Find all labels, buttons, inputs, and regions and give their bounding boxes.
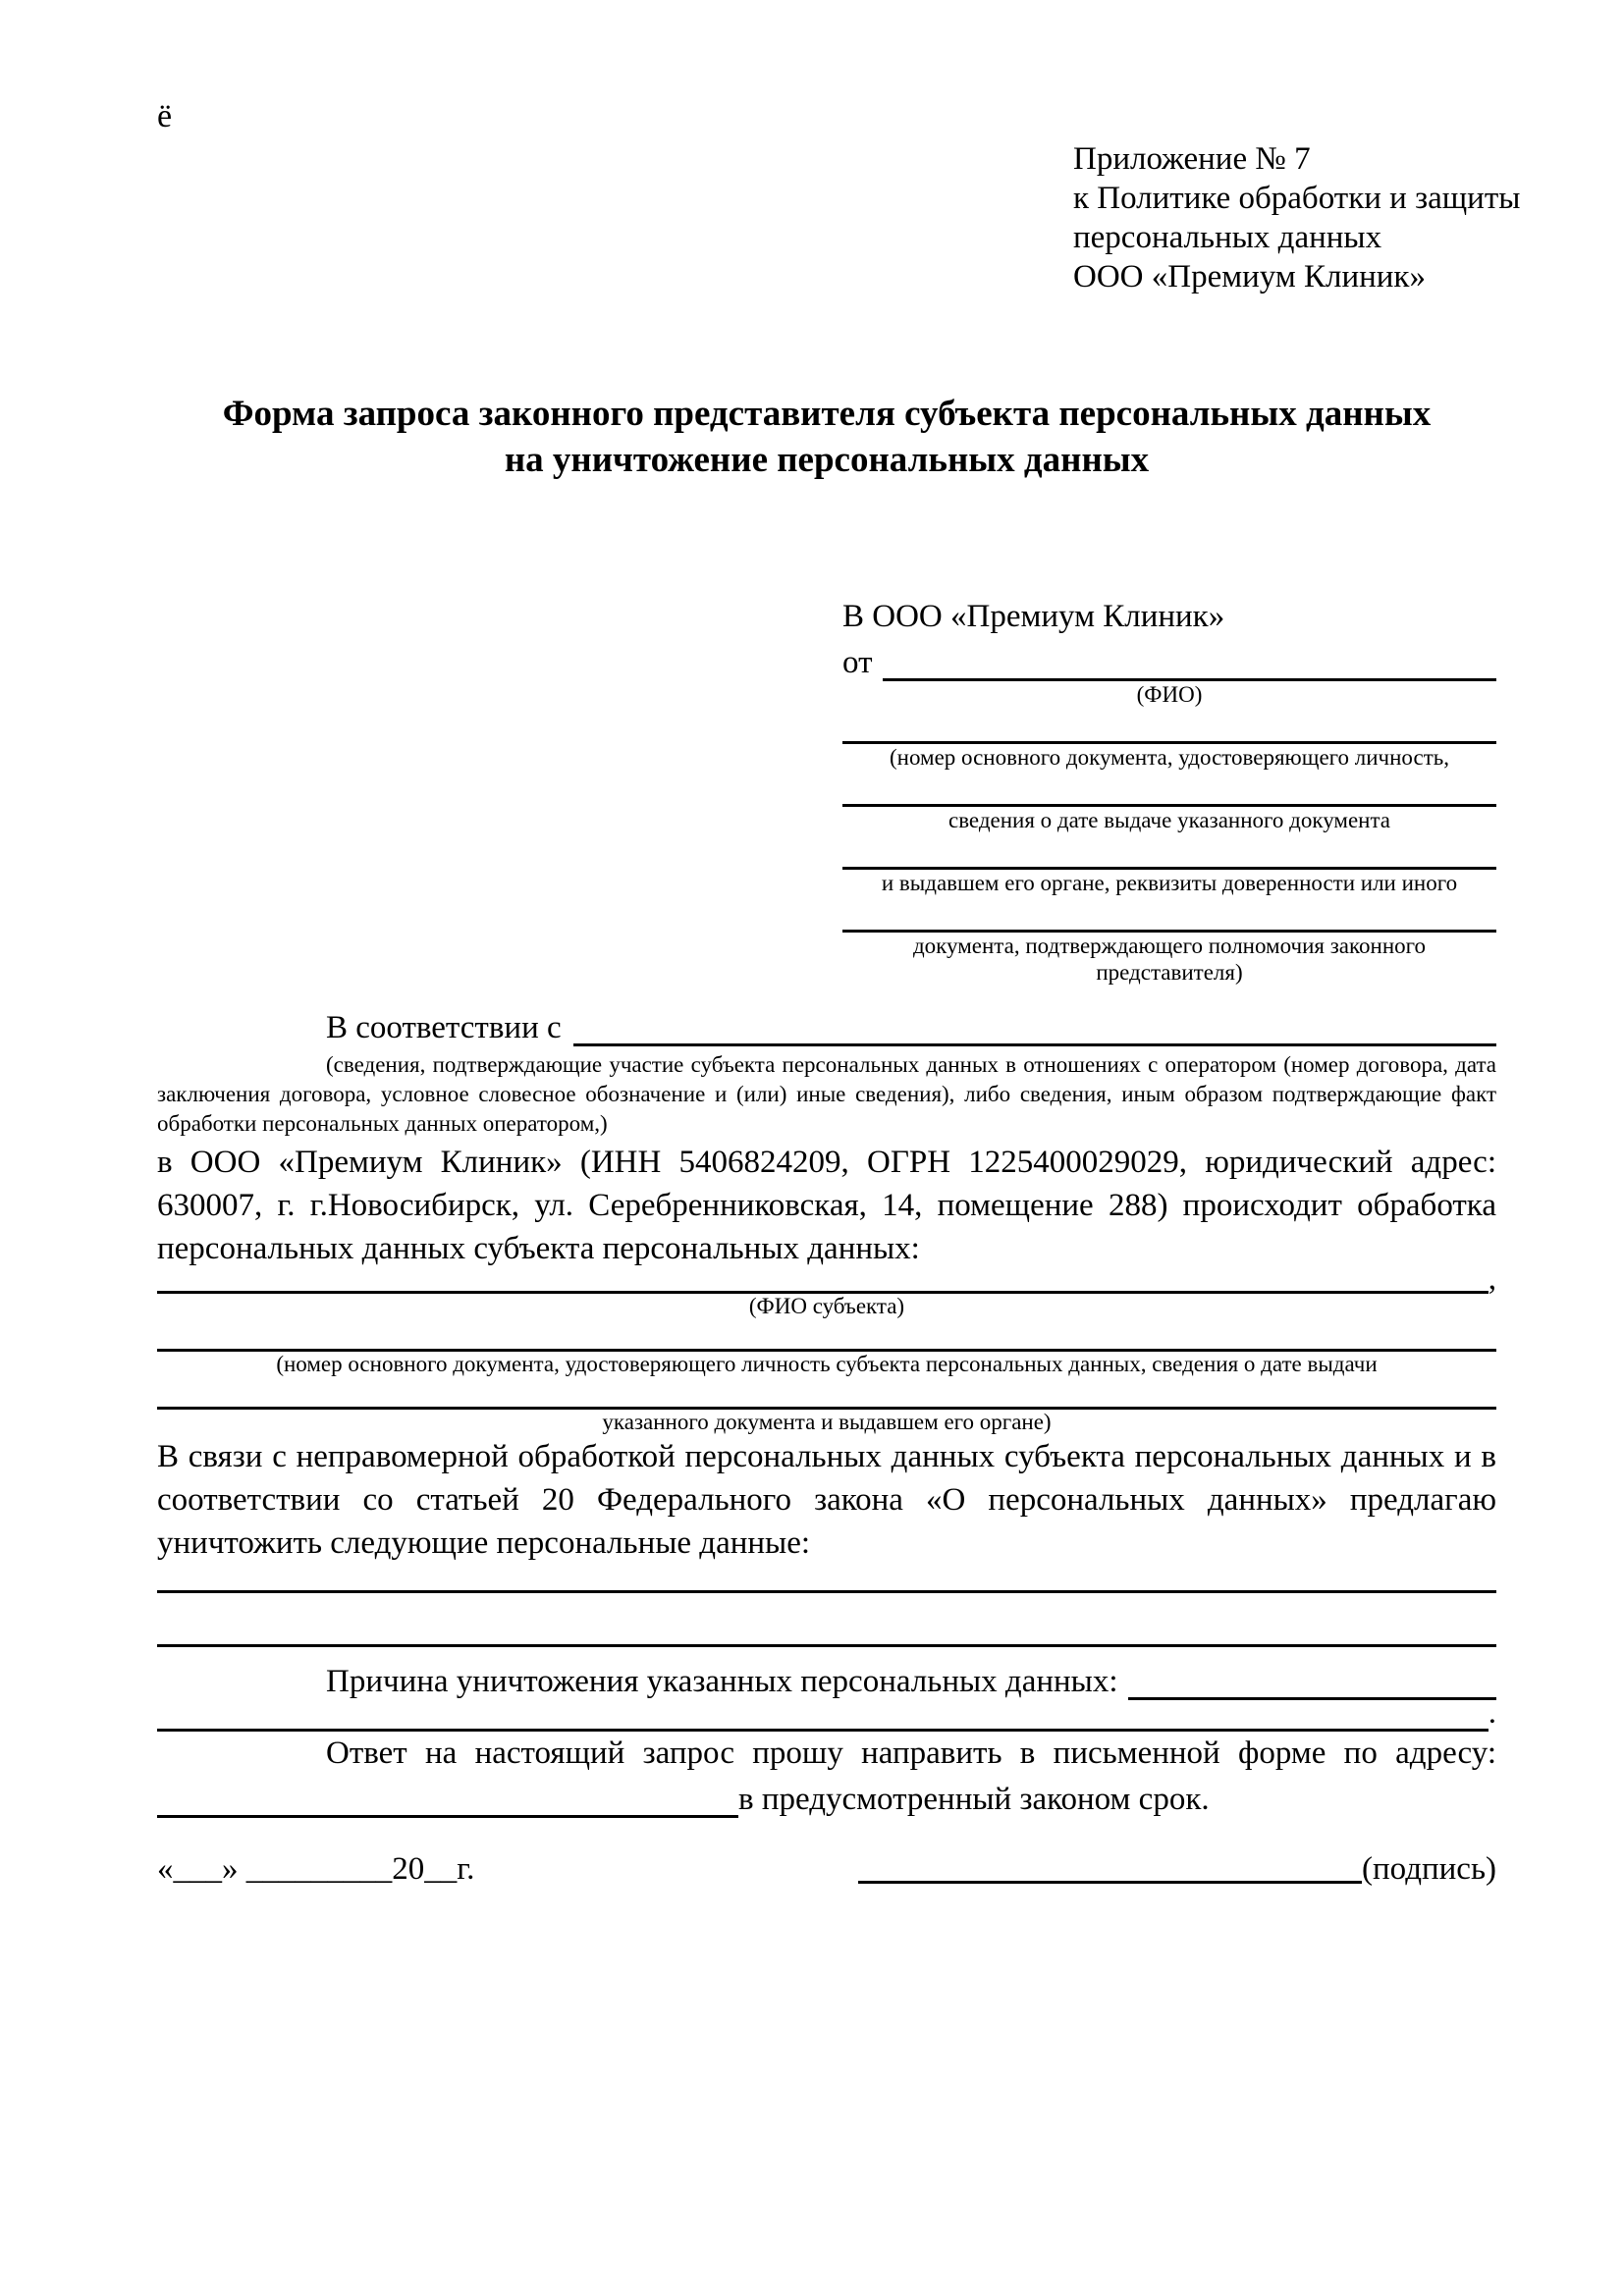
subject-fio-blank-line [157,1270,1489,1294]
appendix-header-line1: Приложение № 7 [1073,141,1311,177]
id-doc-blank-line-1 [842,708,1496,744]
subject-doc-caption-1: (номер основного документа, удостоверяющего личность субъекта персональных данных, сведения о дате выдачи [276,1352,1378,1376]
reason-blank-line [1128,1655,1496,1700]
reason-row [157,1655,1496,1700]
date-blank: «___» _________20__г. [157,1851,475,1887]
reply-tail-text: в предусмотренный законом срок. [738,1782,1210,1817]
from-label: от [842,645,873,680]
form-title-line2: на уничтожение персональных данных [504,440,1150,480]
signature-group [858,1851,1496,1888]
id-doc-caption-3: и выдавшем его органе, реквизиты доверенности или иного [881,871,1458,895]
form-title [142,391,1511,483]
operator-paragraph: в ООО «Премиум Клиник» (ИНН 5406824209, ОГРН 1225400029029, юридический адрес: 630007, г. г.Новосибирск, ул. Серебренниковская, 14, помещение 288) происходит обработка персональных данных субъекта персональных данных: [157,1145,1496,1266]
footer-row [157,1851,1496,1888]
reason-end-row [157,1695,1496,1732]
body-block [157,1003,1496,1818]
accordance-row [157,1003,1496,1046]
appendix-header-line4: ООО «Премиум Клиник» [1073,259,1426,294]
reply-paragraph: Ответ на настоящий запрос прошу направить в письменной форме по адресу: [326,1735,1496,1771]
reply-tail-row [157,1775,1496,1818]
reason-period: . [1488,1695,1496,1731]
form-title-line1: Форма запроса законного представителя субъекта персональных данных [222,394,1432,434]
id-doc-caption-1: (номер основного документа, удостоверяющего личность, [889,745,1449,770]
subject-fio-caption: (ФИО субъекта) [748,1294,905,1318]
corner-mark: ё [157,98,173,134]
subject-doc-blank-line-2 [157,1377,1496,1410]
id-doc-blank-line-4 [842,896,1496,933]
data-blank-line-2 [157,1593,1496,1647]
accordance-lead: В соответствии с [326,1010,562,1045]
signature-caption: (подпись) [1362,1851,1496,1887]
appendix-header-line2: к Политике обработки и защиты [1073,181,1521,216]
appendix-header-line3: персональных данных [1073,220,1382,255]
id-doc-caption-4: документа, подтверждающего полномочия законного представителя) [912,934,1426,985]
subject-doc-caption-2: указанного документа и выдавшем его органе) [602,1410,1052,1434]
id-doc-blank-line-2 [842,771,1496,807]
id-doc-blank-line-3 [842,833,1496,870]
fio-caption: (ФИО) [1136,682,1203,707]
reason-lead: Причина уничтожения указанных персональных данных: [326,1664,1118,1699]
reason-end-blank-line [157,1700,1489,1732]
addressee-from-row [842,638,1496,681]
signature-blank-line [858,1851,1362,1884]
addressee-block [842,595,1496,986]
demand-paragraph: В связи с неправомерной обработкой персональных данных субъекта персональных данных и в соответствии со статьей 20 Федерального закона «О персональных данных» предлагаю уничтожить следующие персональные данные: [157,1439,1496,1561]
accordance-note: (сведения, подтверждающие участие субъекта персональных данных в отношениях с оператором (номер договора, дата заключения договора, условное словесное обозначение и (или) иные сведения), либо сведения, иным образом подтверждающие факт обработки персональных данных оператором,) [157,1052,1496,1136]
appendix-header [1073,139,1535,296]
data-blank-line-1 [157,1565,1496,1593]
id-doc-caption-2: сведения о дате выдаче указанного документа [947,808,1391,832]
fio-blank-line [883,638,1497,681]
addressee-to: В ООО «Премиум Клиник» [842,599,1225,634]
accordance-blank-line [573,1003,1496,1046]
subject-doc-blank-line-1 [157,1319,1496,1352]
address-blank-line [157,1775,738,1818]
subject-fio-row [157,1261,1496,1297]
subject-fio-comma: , [1488,1261,1496,1297]
